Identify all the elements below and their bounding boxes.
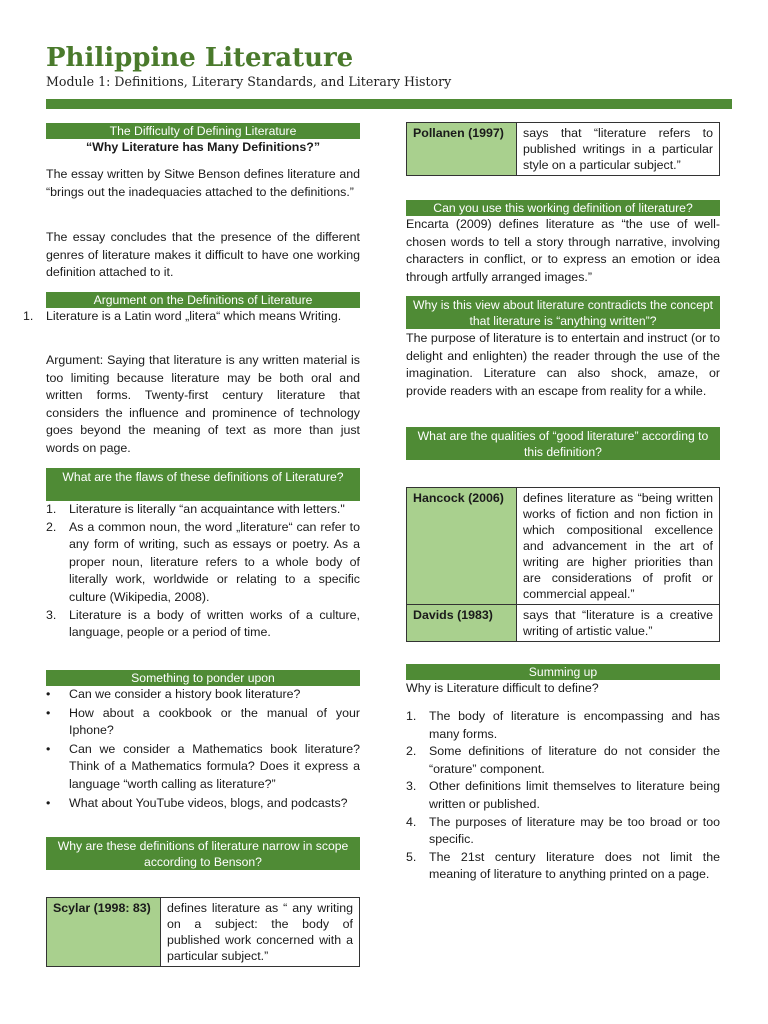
list-item xyxy=(46,501,360,519)
heading-text: Why is this view about literature contradicts the concept that literature is “anything written”? xyxy=(412,298,714,328)
section-heading-argument xyxy=(46,292,360,308)
table-cell-source: Davids (1983) xyxy=(407,605,517,642)
table-cell-source: Hancock (2006) xyxy=(407,488,517,605)
section-subheading: “Why Literature has Many Definitions?” xyxy=(85,140,321,154)
list-item xyxy=(46,519,360,607)
list-item xyxy=(406,849,720,884)
list-item-text: The purposes of literature may be too broad or too specific. xyxy=(429,814,720,847)
list-item xyxy=(23,308,360,326)
module-subtitle: Module 1: Definitions, Literary Standards, and Literary History xyxy=(46,74,452,89)
list-marker: 1. xyxy=(23,309,34,323)
section-heading-contradicts xyxy=(406,296,720,329)
page-title: Philippine Literature xyxy=(46,43,354,73)
list-marker: 2. xyxy=(406,744,417,759)
paragraph-purpose: The purpose of literature is to entertain and instruct (or to delight and enlighten) the reader through the use of the imagination. Literature can also shock, amaze, or provide readers with an escape from reality for a while. xyxy=(406,331,720,398)
list-marker: 4. xyxy=(406,814,417,829)
section-heading-qualities xyxy=(406,427,720,460)
list-item-text: Can we consider a history book literature? xyxy=(69,687,301,701)
heading-text: What are the qualities of “good literature” according to this definition? xyxy=(417,429,709,459)
list-item xyxy=(46,686,360,704)
summing-list xyxy=(406,708,720,884)
paragraph-argument: Argument: Saying that literature is any written material is too limiting because literature may be both oral and written forms. Twenty-first century literature that considers the influence and prominence of technology goes beyond the meaning of text as more than just words on page. xyxy=(46,353,360,455)
list-item-text: The body of literature is encompassing and has many forms. xyxy=(429,709,720,741)
list-item xyxy=(406,814,720,849)
table-cell-definition: says that “literature is a creative writing of artistic value.” xyxy=(517,605,720,642)
table-cell-definition: defines literature as “ any writing on a subject: the body of published work concerned with a particular subject.” xyxy=(161,898,360,967)
list-marker: 1. xyxy=(406,709,417,723)
table-cell-definition: defines literature as “being written works of fiction and non fiction in which compositional excellence and advancement in the art of writing are higher priorities than are considerations of profit or commercial appeal.” xyxy=(517,488,720,605)
flaws-list xyxy=(46,501,360,642)
list-item-text: What about YouTube videos, blogs, and podcasts? xyxy=(69,795,348,810)
list-item-text: Other definitions limit themselves to literature being written or published. xyxy=(429,779,720,811)
list-marker: 2. xyxy=(46,519,57,534)
list-marker: 3. xyxy=(406,779,417,794)
argument-list xyxy=(23,308,360,326)
list-item xyxy=(46,705,360,740)
list-item xyxy=(406,708,720,743)
table-cell-definition: says that “literature refers to published writings in a particular style on a particular subject.” xyxy=(517,123,720,176)
list-item-text: Literature is literally “an acquaintance with letters." xyxy=(69,502,345,516)
list-item-text: Can we consider a Mathematics book literature? Think of a Mathematics formula? Does it express a language “worth calling as literature?” xyxy=(69,741,360,791)
paragraph-essay-conclusion: The essay concludes that the presence of the different genres of literature makes it difficult to have one working definition attached to it. xyxy=(46,230,360,280)
list-item-text: How about a cookbook or the manual of your Iphone? xyxy=(69,705,360,738)
list-item-text: The 21st century literature does not limit the meaning of literature to anything printed on a page. xyxy=(429,849,720,882)
heading-text: Argument on the Definitions of Literature xyxy=(93,293,313,307)
definition-table-narrow xyxy=(46,897,360,967)
table-row xyxy=(407,123,720,176)
heading-text: Summing up xyxy=(528,665,598,679)
list-item xyxy=(406,743,720,778)
list-item xyxy=(46,741,360,794)
list-item xyxy=(46,795,360,813)
table-cell-source: Pollanen (1997) xyxy=(407,123,517,176)
list-marker: 3. xyxy=(46,607,57,622)
list-item xyxy=(46,607,360,642)
summing-question: Why is Literature difficult to define? xyxy=(406,681,599,695)
section-heading-summing xyxy=(406,664,720,680)
ponder-list xyxy=(46,686,360,812)
section-heading-flaws xyxy=(46,468,360,501)
definition-table-qualities xyxy=(406,487,720,642)
list-item-text: Literature is a Latin word „litera“ which means Writing. xyxy=(46,309,342,323)
table-row xyxy=(47,898,360,967)
header-divider xyxy=(46,99,732,109)
heading-text: Something to ponder upon xyxy=(131,671,275,685)
table-row xyxy=(407,605,720,642)
list-marker: • xyxy=(46,705,51,720)
list-item-text: Literature is a body of written works of a culture, language, people or a period of time. xyxy=(69,607,360,640)
list-marker: • xyxy=(46,741,51,756)
list-marker: • xyxy=(46,687,51,701)
list-item-text: As a common noun, the word „literature“ can refer to any form of writing, such as essays or poetry. As a proper noun, literature refers to a whole body of literally work, worldwide or relating to a specific culture (Wikipedia, 2008). xyxy=(69,519,360,604)
section-heading-working xyxy=(406,200,720,216)
section-heading-narrow xyxy=(46,837,360,870)
heading-text: What are the flaws of these definitions of Literature? xyxy=(62,470,344,484)
paragraph-benson-essay: The essay written by Sitwe Benson defines literature and “brings out the inadequacies attached to the definitions.” xyxy=(46,167,360,199)
list-item xyxy=(406,778,720,813)
paragraph-encarta: Encarta (2009) defines literature as “the use of well-chosen words to tell a story through narrative, involving characters in conflict, or to express an emotion or idea through artfully arranged images.” xyxy=(406,217,720,284)
section-heading-difficulty xyxy=(46,123,360,139)
heading-text: Can you use this working definition of literature? xyxy=(433,201,693,215)
list-item-text: Some definitions of literature do not consider the “orature” component. xyxy=(429,744,720,776)
heading-text: Why are these definitions of literature narrow in scope according to Benson? xyxy=(57,839,349,869)
list-marker: • xyxy=(46,795,51,810)
definition-table-pollanen xyxy=(406,122,720,176)
list-marker: 1. xyxy=(46,502,57,516)
heading-text: The Difficulty of Defining Literature xyxy=(109,124,297,138)
section-heading-ponder xyxy=(46,670,360,686)
table-row xyxy=(407,488,720,605)
table-cell-source: Scylar (1998: 83) xyxy=(47,898,161,967)
list-marker: 5. xyxy=(406,849,417,864)
